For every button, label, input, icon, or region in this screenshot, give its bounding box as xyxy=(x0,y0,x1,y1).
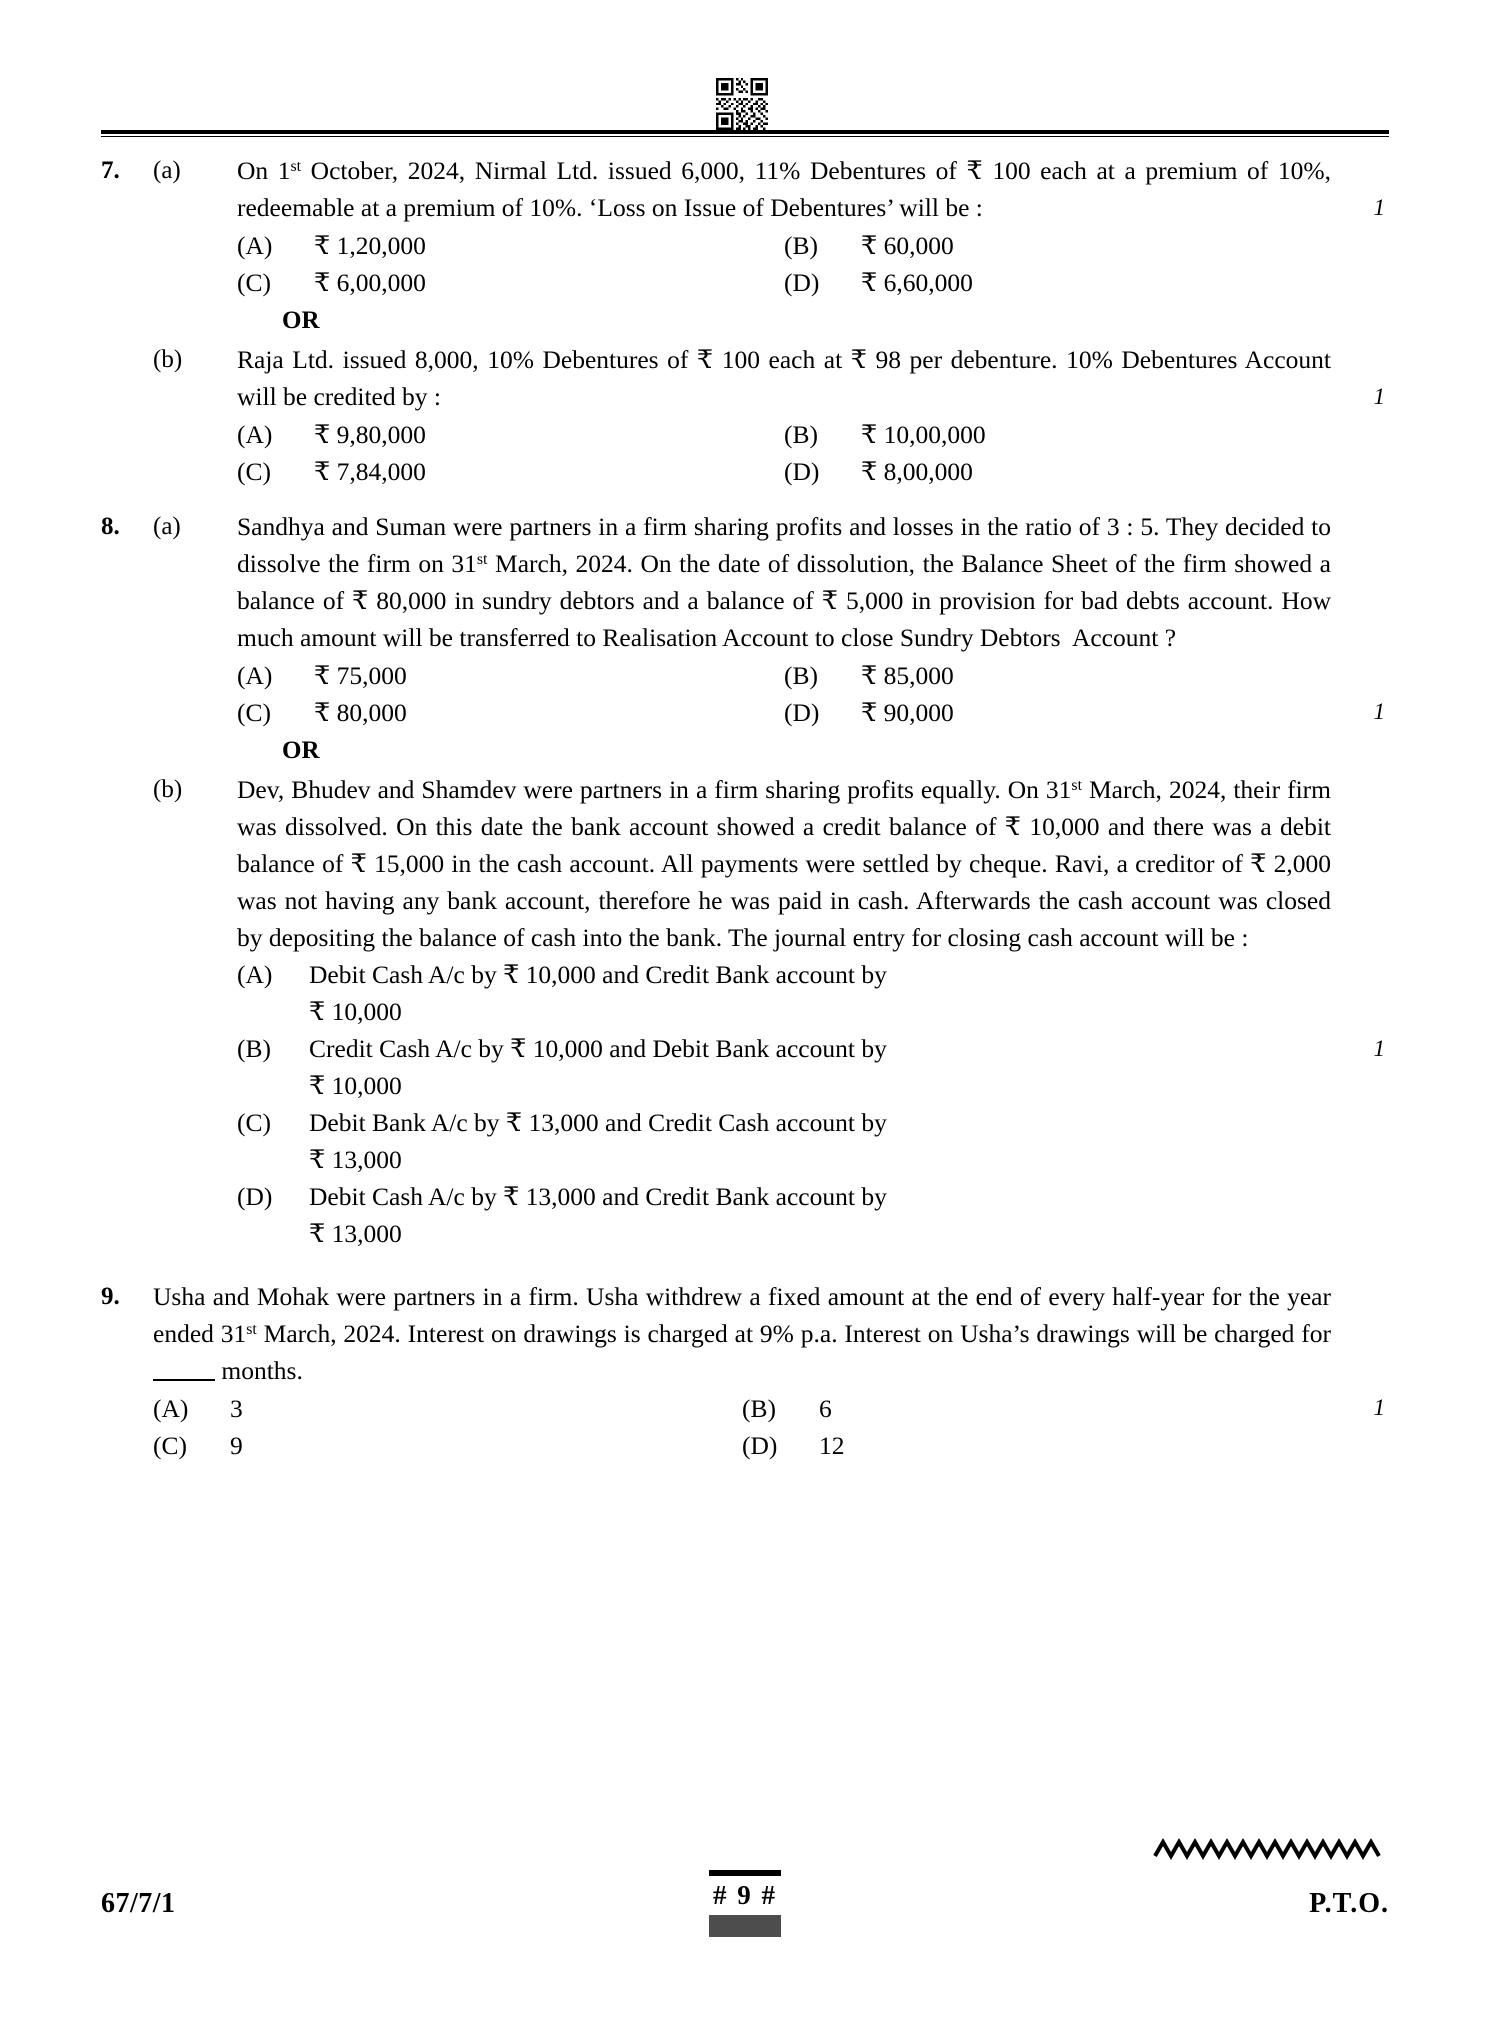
question-number-8: 8. xyxy=(101,513,120,540)
option-label-a: (A) xyxy=(237,661,273,690)
part-label-8a: (a) xyxy=(153,513,181,540)
option-value-a[interactable]: ₹ 9,80,000 xyxy=(314,420,426,449)
question-number-9: 9. xyxy=(101,1283,120,1310)
question-7b xyxy=(101,341,1389,490)
option-label-b: (B) xyxy=(784,231,818,260)
option-text-a: Debit Cash A/c by ₹ 10,000 and Credit Bank account by xyxy=(309,960,887,989)
option-value-c[interactable]: ₹ 80,000 xyxy=(314,698,407,727)
option-value-a[interactable]: 3 xyxy=(230,1394,243,1423)
option-value-b[interactable]: 6 xyxy=(819,1394,832,1423)
option-label-d: (D) xyxy=(742,1431,778,1460)
part-label-8b: (b) xyxy=(153,776,183,803)
page-number: # 9 # xyxy=(713,1880,777,1910)
option-value-c[interactable]: ₹ 6,00,000 xyxy=(314,268,426,297)
option-row-d[interactable] xyxy=(237,1178,1331,1215)
option-label-b: (B) xyxy=(784,661,818,690)
question-7b-options xyxy=(237,416,1331,490)
option-value-c[interactable]: 9 xyxy=(230,1431,243,1460)
marks-8a: 1 xyxy=(1373,699,1385,724)
option-value-a[interactable]: ₹ 75,000 xyxy=(314,661,407,690)
question-8b-body xyxy=(237,771,1331,1252)
qr-code xyxy=(716,78,768,130)
option-text-b: Credit Cash A/c by ₹ 10,000 and Debit Bank account by xyxy=(309,1034,887,1063)
option-label-c: (C) xyxy=(237,457,271,486)
question-7a xyxy=(101,152,1389,341)
option-label-b: (B) xyxy=(237,1034,271,1063)
turnover-note: P.T.O. xyxy=(1309,1888,1389,1919)
or-divider-7: OR xyxy=(282,307,320,334)
marks-7b: 1 xyxy=(1373,384,1385,409)
question-9 xyxy=(101,1278,1389,1464)
option-cont-c: ₹ 13,000 xyxy=(309,1145,402,1174)
option-label-d: (D) xyxy=(784,698,820,727)
option-text-c: Debit Bank A/c by ₹ 13,000 and Credit Cash account by xyxy=(309,1108,887,1137)
option-value-b[interactable]: ₹ 85,000 xyxy=(861,661,954,690)
option-label-a: (A) xyxy=(237,420,273,449)
page-footer xyxy=(101,1878,1389,1948)
question-8a xyxy=(101,508,1389,771)
question-number-7: 7. xyxy=(101,157,120,184)
option-cont-a: ₹ 10,000 xyxy=(309,997,402,1026)
page-marker xyxy=(101,1870,1389,1937)
option-value-a[interactable]: ₹ 1,20,000 xyxy=(314,231,426,260)
option-value-d[interactable]: 12 xyxy=(819,1431,845,1460)
question-7a-options xyxy=(237,227,1331,301)
question-9-options xyxy=(153,1390,1331,1464)
option-value-d[interactable]: ₹ 6,60,000 xyxy=(861,268,973,297)
option-label-d: (D) xyxy=(784,268,820,297)
or-divider-8: OR xyxy=(282,737,320,764)
option-cont-d: ₹ 13,000 xyxy=(309,1219,402,1248)
option-row-a[interactable] xyxy=(237,956,1331,993)
option-label-a: (A) xyxy=(153,1394,189,1423)
option-label-b: (B) xyxy=(742,1394,776,1423)
question-7a-body xyxy=(237,152,1331,341)
paper-code: 67/7/1 xyxy=(101,1888,176,1919)
question-7b-stem: Raja Ltd. issued 8,000, 10% Debentures of ₹ 100 each at ₹ 98 per debenture. 10% Debentures Account will be credited by : xyxy=(237,345,1331,411)
question-8b xyxy=(101,771,1389,1252)
option-value-b[interactable]: ₹ 10,00,000 xyxy=(861,420,986,449)
question-8a-stem: Sandhya and Suman were partners in a firm sharing profits and losses in the ratio of 3 : 5. They decided to dissolve the firm on 31st March, 2024. On the date of dissolution, the Balance Sheet of the firm showed a balance of ₹ 80,000 in sundry debtors and a balance of ₹ 5,000 in provision for bad debts account. How much amount will be transferred to Realisation Account to close Sundry Debtors Account ? xyxy=(237,512,1332,652)
option-value-c[interactable]: ₹ 7,84,000 xyxy=(314,457,426,486)
question-7a-stem: On 1st October, 2024, Nirmal Ltd. issued 6,000, 11% Debentures of ₹ 100 each at a premium of 10%, redeemable at a premium of 10%. ‘Loss on Issue of Debentures’ will be : xyxy=(237,156,1331,222)
option-label-d: (D) xyxy=(784,457,820,486)
option-label-b: (B) xyxy=(784,420,818,449)
marks-7a: 1 xyxy=(1373,195,1385,220)
header-divider xyxy=(101,130,1389,134)
page-marker-bar-bottom xyxy=(709,1915,781,1937)
option-label-a: (A) xyxy=(237,960,273,989)
part-label-7a: (a) xyxy=(153,157,181,184)
page-marker-bar-top xyxy=(709,1870,781,1876)
part-label-7b: (b) xyxy=(153,346,183,373)
question-9-stem: Usha and Mohak were partners in a firm. Usha withdrew a fixed amount at the end of every half-year for the year ended 31st March, 2024. Interest on drawings is charged at 9% p.a. Interest on Usha’s drawings will be charged for months. xyxy=(153,1282,1331,1385)
option-row-c[interactable] xyxy=(237,1104,1331,1141)
option-label-d: (D) xyxy=(237,1182,273,1211)
zigzag-rule-icon xyxy=(1153,1836,1383,1862)
option-value-d[interactable]: ₹ 8,00,000 xyxy=(861,457,973,486)
option-cont-b: ₹ 10,000 xyxy=(309,1071,402,1100)
option-value-d[interactable]: ₹ 90,000 xyxy=(861,698,954,727)
question-8b-options xyxy=(237,956,1331,1252)
marks-9: 1 xyxy=(1373,1395,1385,1420)
option-label-c: (C) xyxy=(237,698,271,727)
option-label-c: (C) xyxy=(237,1108,271,1137)
question-9-body xyxy=(153,1278,1331,1464)
questions-container xyxy=(101,152,1389,1464)
question-8a-body xyxy=(237,508,1331,771)
option-text-d: Debit Cash A/c by ₹ 13,000 and Credit Bank account by xyxy=(309,1182,887,1211)
option-label-c: (C) xyxy=(237,268,271,297)
question-8b-stem: Dev, Bhudev and Shamdev were partners in a firm sharing profits equally. On 31st March, 2024, their firm was dissolved. On this date the bank account showed a credit balance of ₹ 10,000 and there was a debit balance of ₹ 15,000 in the cash account. All payments were settled by cheque. Ravi, a creditor of ₹ 2,000 was not having any bank account, therefore he was paid in cash. Afterwards the cash account was closed by depositing the balance of cash into the bank. The journal entry for closing cash account will be : xyxy=(237,775,1332,952)
answer-blank xyxy=(153,1359,215,1381)
marks-8b: 1 xyxy=(1373,1036,1385,1061)
option-label-a: (A) xyxy=(237,231,273,260)
option-label-c: (C) xyxy=(153,1431,187,1460)
question-8a-options xyxy=(237,657,1331,731)
option-value-b[interactable]: ₹ 60,000 xyxy=(861,231,954,260)
question-7b-body xyxy=(237,341,1331,490)
option-row-b[interactable] xyxy=(237,1030,1331,1067)
